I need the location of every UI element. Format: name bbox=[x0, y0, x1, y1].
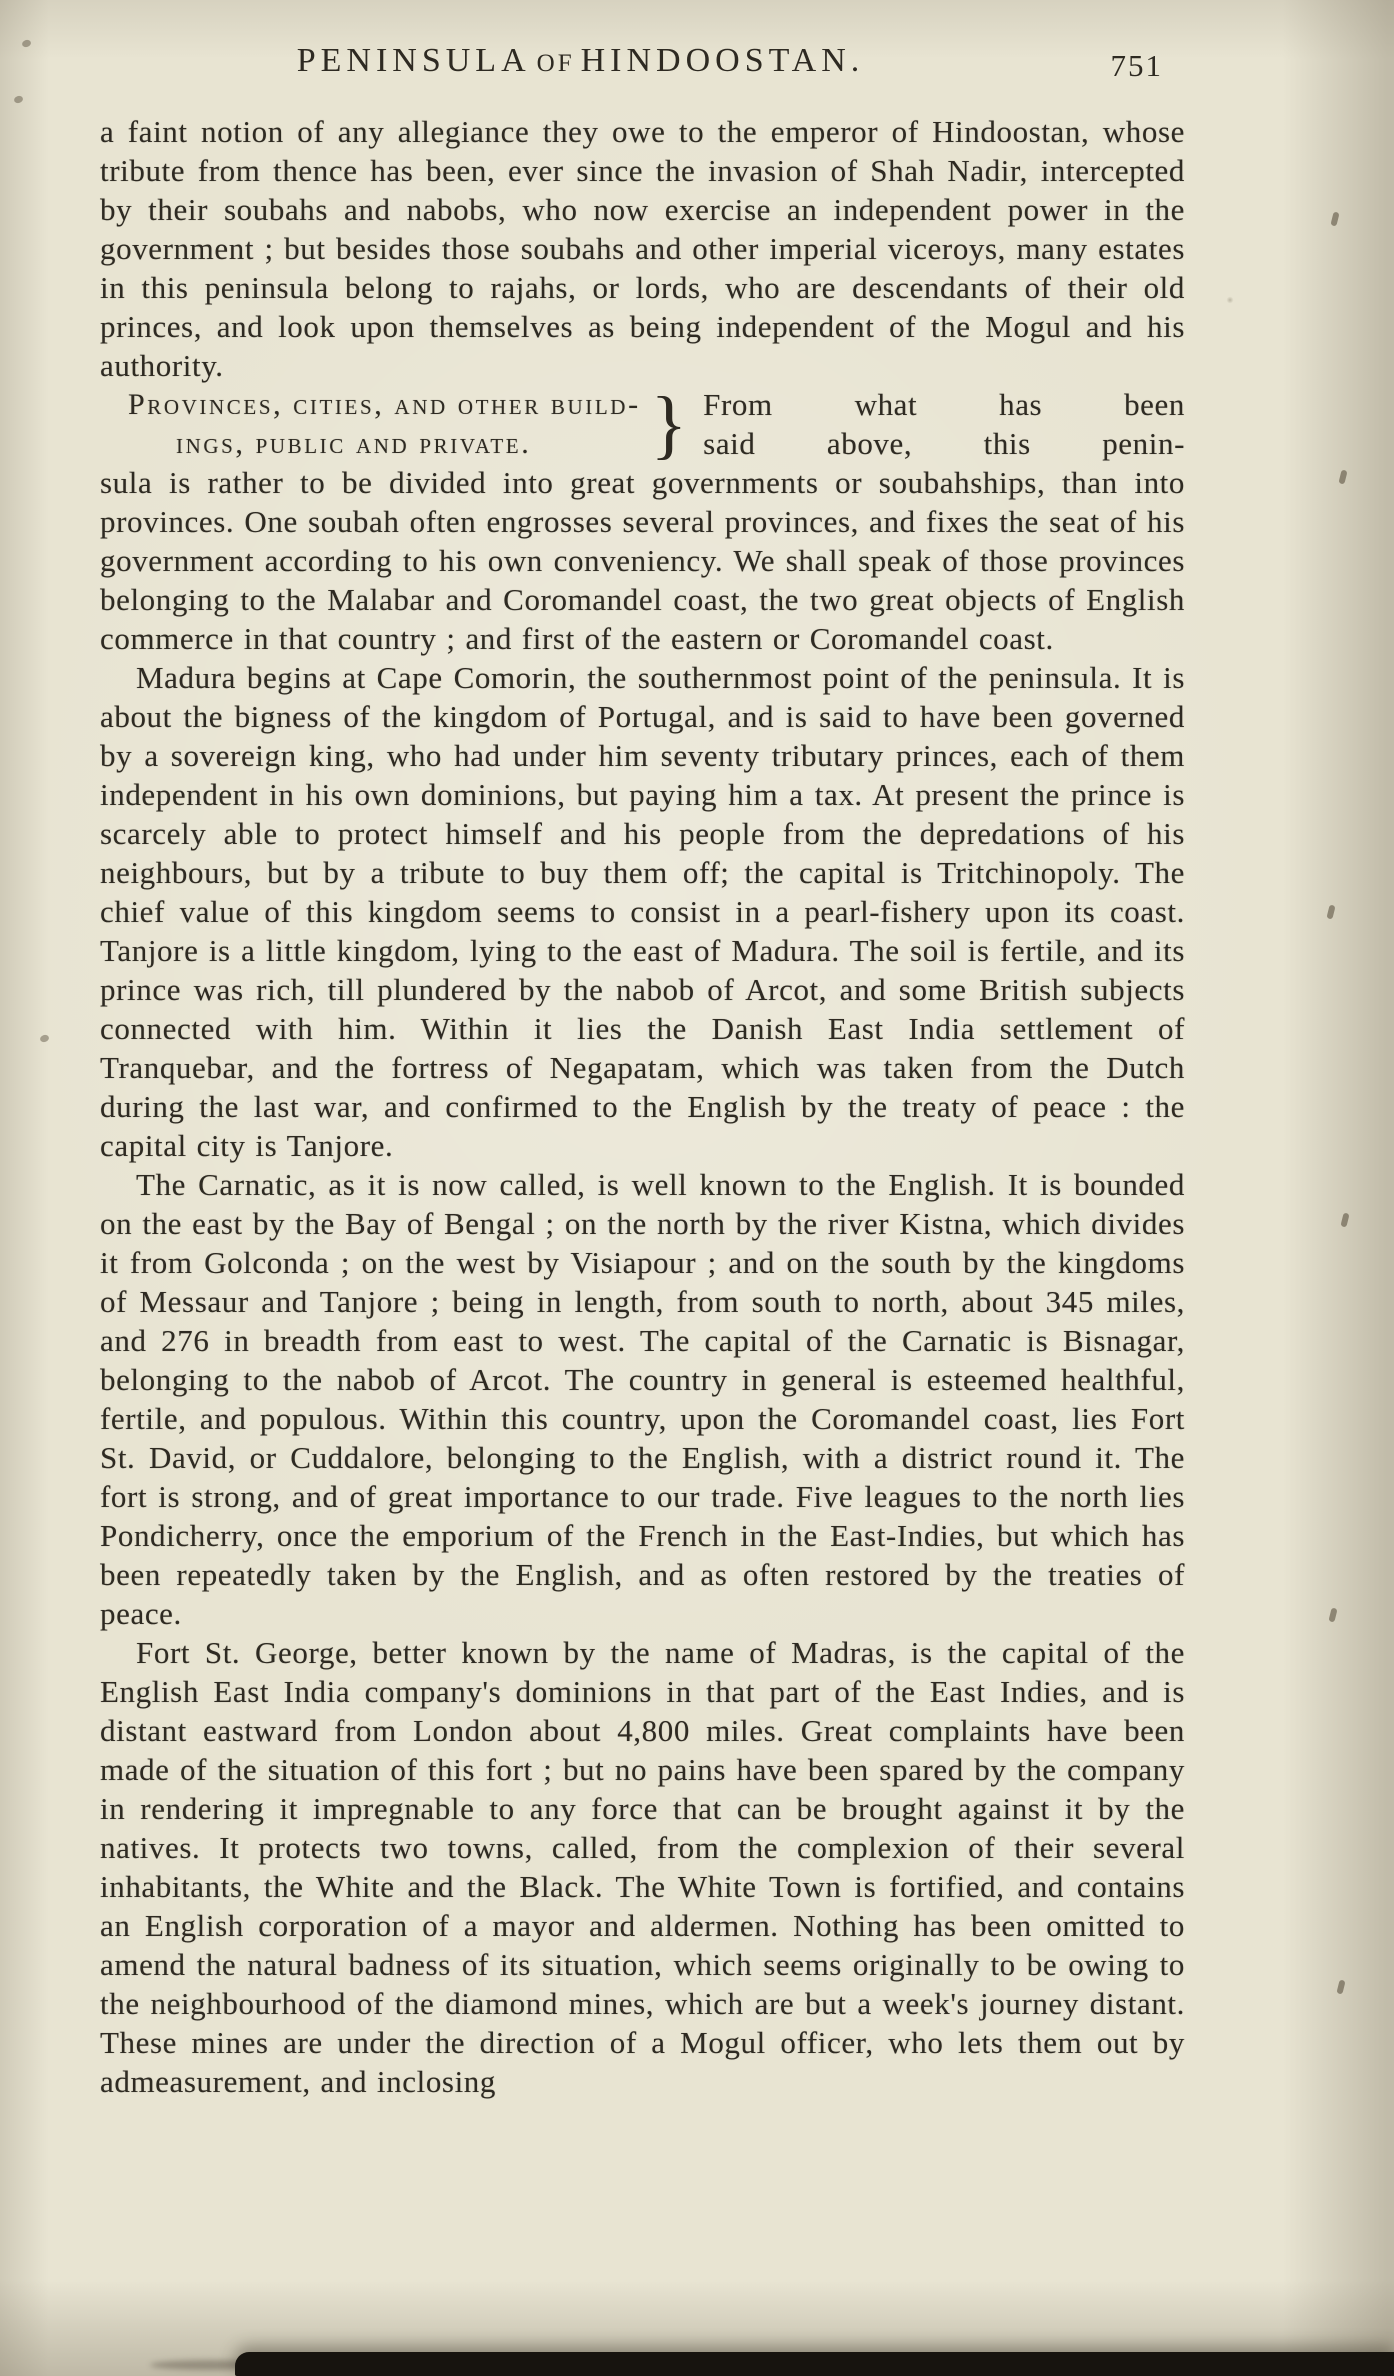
section-heading bbox=[100, 385, 641, 463]
scan-artifact-mark bbox=[1328, 1607, 1337, 1622]
paragraph-carnatic: The Carnatic, as it is now called, is well known to the English. It is bounded on the east by the Bay of Bengal ; on the north by the river Kistna, which divides it from Golconda ; on the west by Visiapour ; and on the south by the kingdoms of Messaur and Tanjore ; being in length, from south to north, about 345 miles, and 276 in breadth from east to west. The capital of the Carnatic is Bisnagar, belonging to the nabob of Arcot. The country in general is esteemed healthful, fertile, and populous. Within this country, upon the Coromandel coast, lies Fort St. David, or Cuddalore, belonging to the English, with a district round it. The fort is strong, and of great importance to our trade. Five leagues to the north lies Pondicherry, once the emporium of the French in the East-Indies, but which has been repeatedly taken by the English, and as often restored by the treaties of peace. bbox=[100, 1167, 1185, 1631]
scan-artifact-fleck bbox=[13, 95, 24, 105]
section-provinces bbox=[100, 381, 1185, 467]
scan-bottom-edge bbox=[235, 2352, 1394, 2376]
section-heading-line2: ings, public and private. bbox=[176, 427, 532, 460]
paragraph-opening: a faint notion of any allegiance they owe to the emperor of Hindoostan, whose tribute from thence has been, ever since the invasion of Shah Nadir, intercepted by their soubahs and nabobs, who now exercise an independent power in the government ; but besides those soubahs and other imperial viceroys, many estates in this peninsula belong to rajahs, or lords, who are descendants of their old princes, and look upon themselves as being independent of the Mogul and his authority. bbox=[100, 114, 1185, 383]
paragraph-fort-st-george: Fort St. George, better known by the name of Madras, is the capital of the English East India company's dominions in that part of the East Indies, and is distant eastward from London about 4,800 miles. Great complaints have been made of the situation of this fort ; but no pains have been spared by the company in rendering it impregnable to any force that can be brought against it by the natives. It protects two towns, called, from the complexion of their several inhabitants, the White and the Black. The White Town is fortified, and contains an English corporation of a mayor and aldermen. Nothing has been omitted to amend the natural badness of its situation, which seems originally to be owing to the neighbourhood of the diamond mines, which are but a week's journey distant. These mines are under the direction of a Mogul officer, who lets them out by admeasurement, and inclosing bbox=[100, 1635, 1185, 2099]
title-word-of: OF bbox=[536, 50, 575, 77]
scan-artifact-mark bbox=[1326, 904, 1335, 919]
page-number: 751 bbox=[1110, 48, 1163, 83]
scan-artifact-fleck bbox=[39, 1034, 50, 1044]
scan-artifact-mark bbox=[1330, 211, 1339, 226]
section-intro bbox=[703, 385, 1185, 463]
scan-artifact-mark bbox=[1338, 469, 1347, 484]
scan-artifact-mark bbox=[1340, 1212, 1349, 1227]
page-title bbox=[38, 42, 1123, 80]
brace-glyph: } bbox=[650, 381, 688, 467]
section-intro-line2: said above, this penin- bbox=[703, 426, 1185, 461]
scan-artifact-fleck bbox=[21, 39, 32, 49]
body-text bbox=[100, 112, 1185, 2101]
title-word-right: HINDOOSTAN. bbox=[580, 42, 865, 79]
section-intro-line1: From what has been bbox=[703, 387, 1185, 422]
paragraph-madura: Madura begins at Cape Comorin, the southernmost point of the peninsula. It is about the bigness of the kingdom of Portugal, and is said to have been governed by a sovereign king, who had under him seventy tributary princes, each of them independent in his own dominions, but paying him a tax. At present the prince is scarcely able to protect himself and his people from the depredations of his neighbours, but by a tribute to buy them off; the capital is Tritchinopoly. The chief value of this kingdom seems to consist in a pearl-fishery upon its coast. Tanjore is a little kingdom, lying to the east of Madura. The soil is fertile, and its prince was rich, till plundered by the nabob of Arcot, and some British subjects connected with him. Within it lies the Danish East India settlement of Tranquebar, and the fortress of Negapatam, which was taken from the Dutch during the last war, and confirmed to the English by the treaty of peace : the capital city is Tanjore. bbox=[100, 660, 1185, 1163]
scan-artifact-mark bbox=[1336, 1979, 1345, 1994]
page-header bbox=[100, 42, 1185, 94]
title-word-left: PENINSULA bbox=[296, 42, 531, 79]
paragraph-section-continuation: sula is rather to be divided into great governments or soubahships, than into provinces. One soubah often engrosses several provinces, and fixes the seat of his government according to his own conveniency. We shall speak of those provinces belonging to the Malabar and Coromandel coast, the two great objects of English commerce in that country ; and first of the eastern or Coromandel coast. bbox=[100, 465, 1185, 656]
section-heading-line1: Provinces, cities, and other build- bbox=[128, 388, 641, 421]
